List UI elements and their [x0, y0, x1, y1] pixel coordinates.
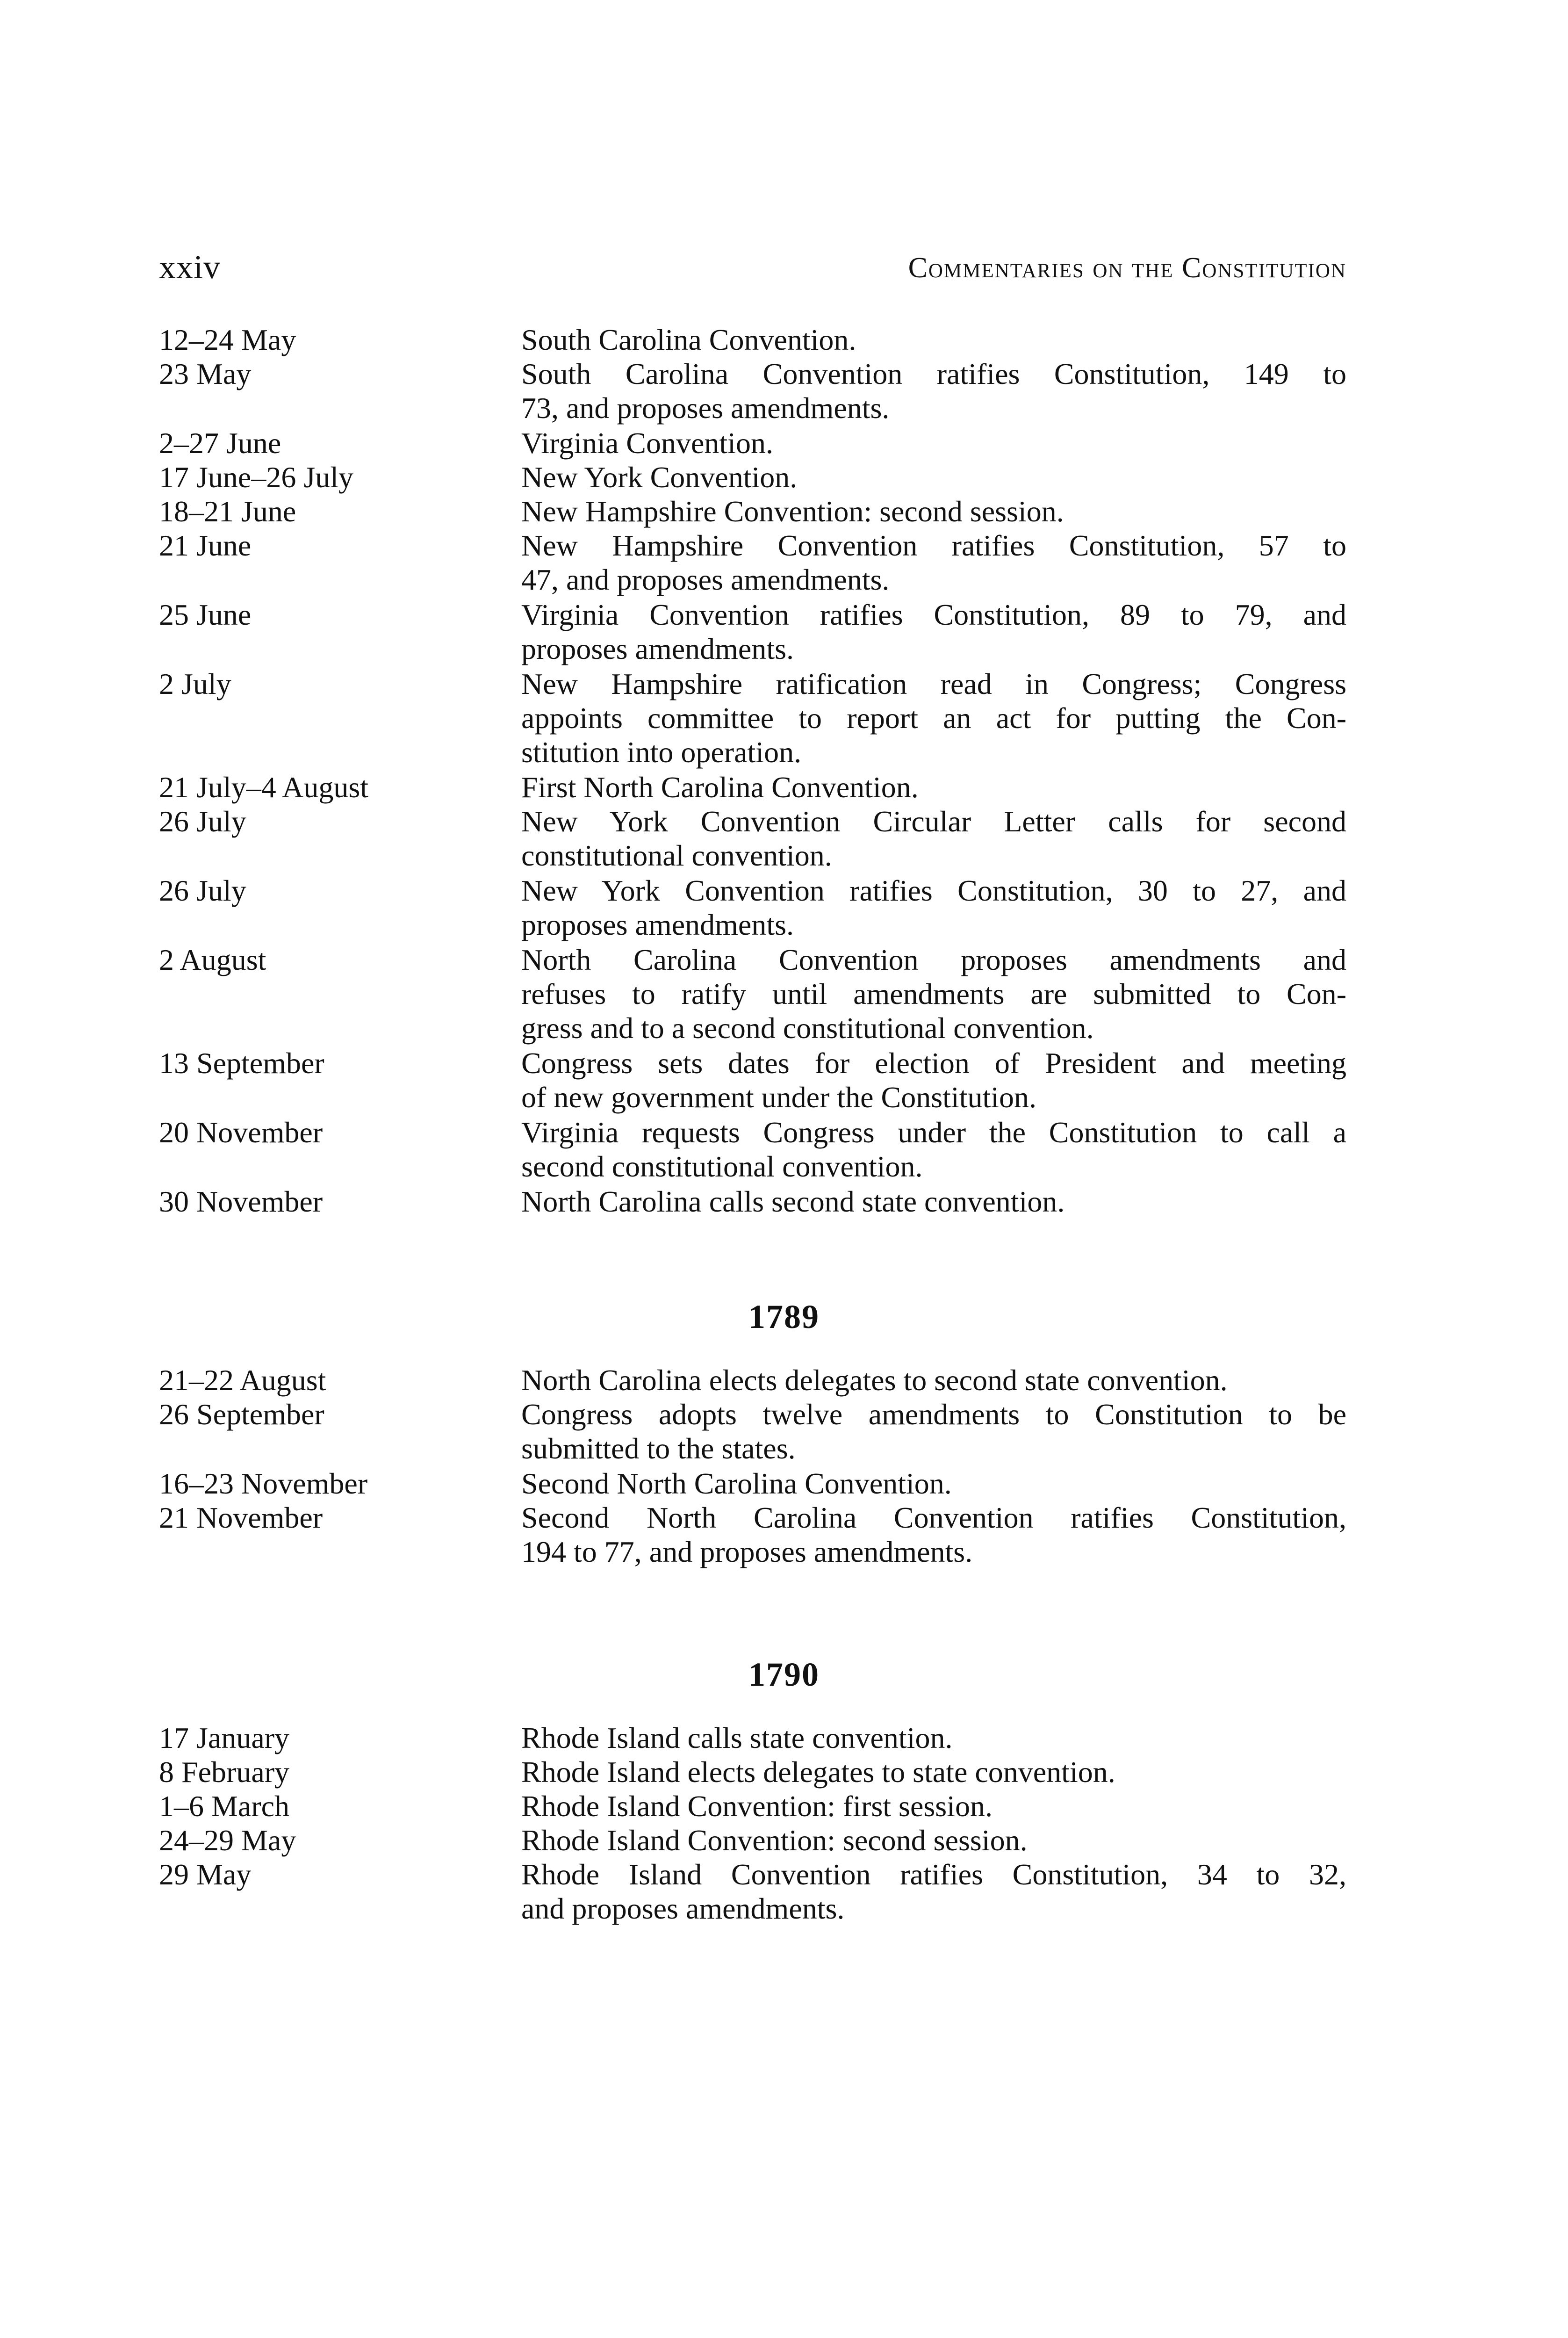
description-line: South Carolina Convention ratifies Constitution, 149 to: [521, 357, 1346, 390]
description-line: gress and to a second constitutional convention.: [521, 1011, 1094, 1045]
entry-date: 20 November: [159, 1116, 323, 1149]
chronology-entry: [159, 1363, 1346, 1397]
chronology-entry: [159, 770, 1346, 804]
chronology-1789: [159, 1363, 1346, 1570]
year-heading-1790: 1790: [748, 1656, 820, 1693]
chronology-entry: [159, 667, 1346, 769]
chronology-entry: [159, 323, 1346, 357]
entry-description: [521, 494, 1346, 528]
description-line: 194 to 77, and proposes amendments.: [521, 1535, 973, 1568]
description-line: proposes amendments.: [521, 632, 794, 665]
description-line: 47, and proposes amendments.: [521, 563, 890, 596]
entry-date: 21 June: [159, 529, 252, 562]
entry-date: 26 July: [159, 805, 246, 838]
entry-description: [521, 1501, 1346, 1569]
entry-date: 17 January: [159, 1721, 290, 1754]
entry-description: [521, 1466, 1346, 1501]
description-line: North Carolina Convention proposes amendments and: [521, 943, 1346, 976]
description-line: North Carolina elects delegates to second state convention.: [521, 1364, 1228, 1397]
entry-date: 2 July: [159, 667, 231, 700]
entry-description: [521, 426, 1346, 460]
chronology-entry: [159, 1466, 1346, 1501]
entry-description: [521, 1363, 1346, 1397]
entry-description: [521, 1721, 1346, 1755]
chronology-entry: [159, 426, 1346, 460]
description-line: Congress sets dates for election of President and meeting: [521, 1046, 1346, 1080]
entry-description: [521, 804, 1346, 873]
chronology-entry: [159, 1046, 1346, 1114]
entry-date: 21 July–4 August: [159, 771, 369, 804]
entry-description: [521, 460, 1346, 494]
description-line: of new government under the Constitution.: [521, 1081, 1037, 1114]
description-line: Virginia requests Congress under the Constitution to call a: [521, 1116, 1346, 1149]
description-line: Congress adopts twelve amendments to Constitution to be: [521, 1398, 1346, 1431]
description-line: Rhode Island Convention: first session.: [521, 1790, 993, 1823]
entry-description: [521, 667, 1346, 769]
chronology-entry: [159, 494, 1346, 528]
chronology-entry: [159, 1501, 1346, 1569]
entry-date: 8 February: [159, 1755, 290, 1789]
description-line: Rhode Island elects delegates to state convention.: [521, 1755, 1115, 1789]
description-line: Second North Carolina Convention ratifies Constitution,: [521, 1501, 1346, 1534]
description-line: First North Carolina Convention.: [521, 771, 919, 804]
chronology-entry: [159, 1823, 1346, 1857]
chronology-entry: [159, 1115, 1346, 1183]
entry-description: [521, 1184, 1346, 1219]
description-line: second constitutional convention.: [521, 1150, 923, 1183]
description-line: 73, and proposes amendments.: [521, 391, 890, 425]
entry-date: 21 November: [159, 1501, 323, 1534]
entry-date: 13 September: [159, 1046, 324, 1080]
description-line: South Carolina Convention.: [521, 323, 856, 356]
entry-description: [521, 1789, 1346, 1823]
description-line: Rhode Island Convention ratifies Constitution, 34 to 32,: [521, 1858, 1346, 1891]
description-line: appoints committee to report an act for putting the Con-: [521, 701, 1346, 735]
entry-date: 25 June: [159, 598, 252, 631]
chronology-entry: [159, 460, 1346, 494]
chronology-entry: [159, 804, 1346, 873]
entry-date: 17 June–26 July: [159, 461, 353, 494]
entry-date: 29 May: [159, 1858, 252, 1891]
page-number: xxiv: [159, 248, 221, 286]
entry-description: [521, 528, 1346, 597]
entry-description: [521, 1857, 1346, 1926]
entry-description: [521, 323, 1346, 357]
description-line: New York Convention Circular Letter calls for second: [521, 805, 1346, 838]
chronology-entry: [159, 1721, 1346, 1755]
chronology-entry: [159, 528, 1346, 597]
page-header: [159, 248, 1346, 290]
entry-date: 18–21 June: [159, 495, 296, 528]
chronology-entry: [159, 1184, 1346, 1219]
description-line: New York Convention.: [521, 461, 798, 494]
running-head: Commentaries on the Constitution: [908, 252, 1346, 284]
entry-description: [521, 598, 1346, 666]
entry-date: 2 August: [159, 943, 266, 976]
chronology-entry: [159, 1755, 1346, 1789]
entry-date: 26 July: [159, 874, 246, 907]
chronology-entry: [159, 873, 1346, 942]
entry-description: [521, 1755, 1346, 1789]
entry-date: 12–24 May: [159, 323, 296, 356]
chronology-entry: [159, 943, 1346, 1045]
description-line: New York Convention ratifies Constitution, 30 to 27, and: [521, 874, 1346, 907]
chronology-entry: [159, 598, 1346, 666]
entry-description: [521, 873, 1346, 942]
entry-date: 30 November: [159, 1185, 323, 1218]
description-line: Virginia Convention.: [521, 426, 773, 460]
description-line: New Hampshire ratification read in Congress; Congress: [521, 667, 1346, 700]
description-line: New Hampshire Convention: second session.: [521, 495, 1064, 528]
description-line: North Carolina calls second state convention.: [521, 1185, 1065, 1218]
entry-date: 16–23 November: [159, 1467, 368, 1500]
entry-description: [521, 770, 1346, 804]
entry-description: [521, 943, 1346, 1045]
description-line: refuses to ratify until amendments are submitted to Con-: [521, 977, 1346, 1010]
description-line: Virginia Convention ratifies Constitution, 89 to 79, and: [521, 598, 1346, 631]
chronology-entry: [159, 1789, 1346, 1823]
chronology-entry: [159, 357, 1346, 425]
entry-description: [521, 1823, 1346, 1857]
chronology-entry: [159, 1397, 1346, 1465]
description-line: Rhode Island Convention: second session.: [521, 1824, 1028, 1857]
entry-date: 23 May: [159, 357, 252, 390]
description-line: and proposes amendments.: [521, 1892, 845, 1925]
entry-date: 21–22 August: [159, 1364, 326, 1397]
description-line: Second North Carolina Convention.: [521, 1467, 952, 1500]
chronology-entry: [159, 1857, 1346, 1926]
entry-date: 24–29 May: [159, 1824, 296, 1857]
entry-description: [521, 1115, 1346, 1183]
entry-date: 2–27 June: [159, 426, 281, 460]
chronology-1788: [159, 323, 1346, 1219]
description-line: New Hampshire Convention ratifies Constitution, 57 to: [521, 529, 1346, 562]
chronology-1790: [159, 1721, 1346, 1927]
entry-description: [521, 1397, 1346, 1465]
entry-description: [521, 1046, 1346, 1114]
entry-description: [521, 357, 1346, 425]
description-line: stitution into operation.: [521, 736, 802, 769]
description-line: Rhode Island calls state convention.: [521, 1721, 953, 1754]
year-heading-1789: 1789: [748, 1298, 820, 1335]
description-line: proposes amendments.: [521, 908, 794, 941]
description-line: constitutional convention.: [521, 839, 832, 872]
entry-date: 1–6 March: [159, 1790, 290, 1823]
entry-date: 26 September: [159, 1398, 324, 1431]
description-line: submitted to the states.: [521, 1432, 796, 1465]
